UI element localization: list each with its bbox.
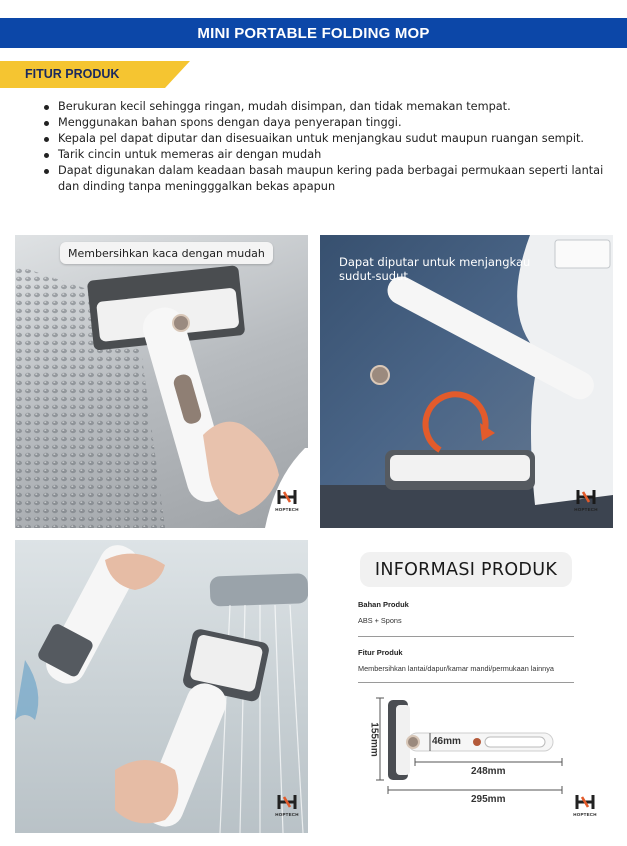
head-width-dimension: 46mm (432, 736, 461, 747)
section-title: FITUR PRODUK (25, 67, 120, 81)
feature-item: Tarik cincin untuk memeras air dengan mudah (38, 147, 608, 163)
wringing-photo (15, 540, 308, 833)
brand-name: HOPTECH (574, 507, 598, 512)
hoptech-logo-icon (276, 793, 298, 811)
feature-item: Kepala pel dapat diputar dan disesuaikan untuk menjangkau sudut maupun ruangan sempit. (38, 131, 608, 147)
brand-name: HOPTECH (573, 812, 597, 817)
material-label: Bahan Produk (358, 600, 409, 609)
glass-cleaning-photo (15, 235, 308, 528)
brand-logo (567, 793, 603, 823)
wringing-illustration (15, 540, 308, 833)
glass-mop-illustration (15, 235, 308, 528)
glass-caption: Membersihkan kaca dengan mudah (60, 242, 273, 264)
brand-name: HOPTECH (275, 812, 299, 817)
material-value: ABS + Spons (358, 616, 402, 625)
feature-value: Membersihkan lantai/dapur/kamar mandi/permukaan lainnya (358, 664, 554, 673)
brand-name: HOPTECH (275, 507, 299, 512)
feature-list (38, 99, 608, 195)
corner-cleaning-photo (320, 235, 613, 528)
total-length-dimension: 295mm (471, 794, 506, 805)
product-info-panel (320, 540, 613, 833)
info-title: INFORMASI PRODUK (360, 552, 572, 587)
section-title-tag (0, 61, 190, 88)
feature-item: Menggunakan bahan spons dengan daya penyerapan tinggi. (38, 115, 608, 131)
feature-label: Fitur Produk (358, 648, 403, 657)
hoptech-logo-icon (575, 488, 597, 506)
page-title-bar (0, 18, 627, 48)
brand-logo (269, 488, 305, 518)
corner-caption: Dapat diputar untuk menjangkau sudut-sudut (339, 255, 531, 283)
feature-item: Dapat digunakan dalam keadaan basah maupun kering pada berbagai permukaan seperti lantai dan dinding tanpa meningggalkan bekas apapun (38, 163, 608, 195)
dimension-diagram (320, 540, 613, 833)
brand-logo (568, 488, 604, 518)
brand-logo (269, 793, 305, 823)
hoptech-logo-icon (276, 488, 298, 506)
height-dimension: 155mm (368, 722, 380, 757)
hoptech-logo-icon (574, 793, 596, 811)
page-title: MINI PORTABLE FOLDING MOP (197, 24, 430, 42)
feature-item: Berukuran kecil sehingga ringan, mudah disimpan, dan tidak memakan tempat. (38, 99, 608, 115)
handle-length-dimension: 248mm (471, 766, 506, 777)
